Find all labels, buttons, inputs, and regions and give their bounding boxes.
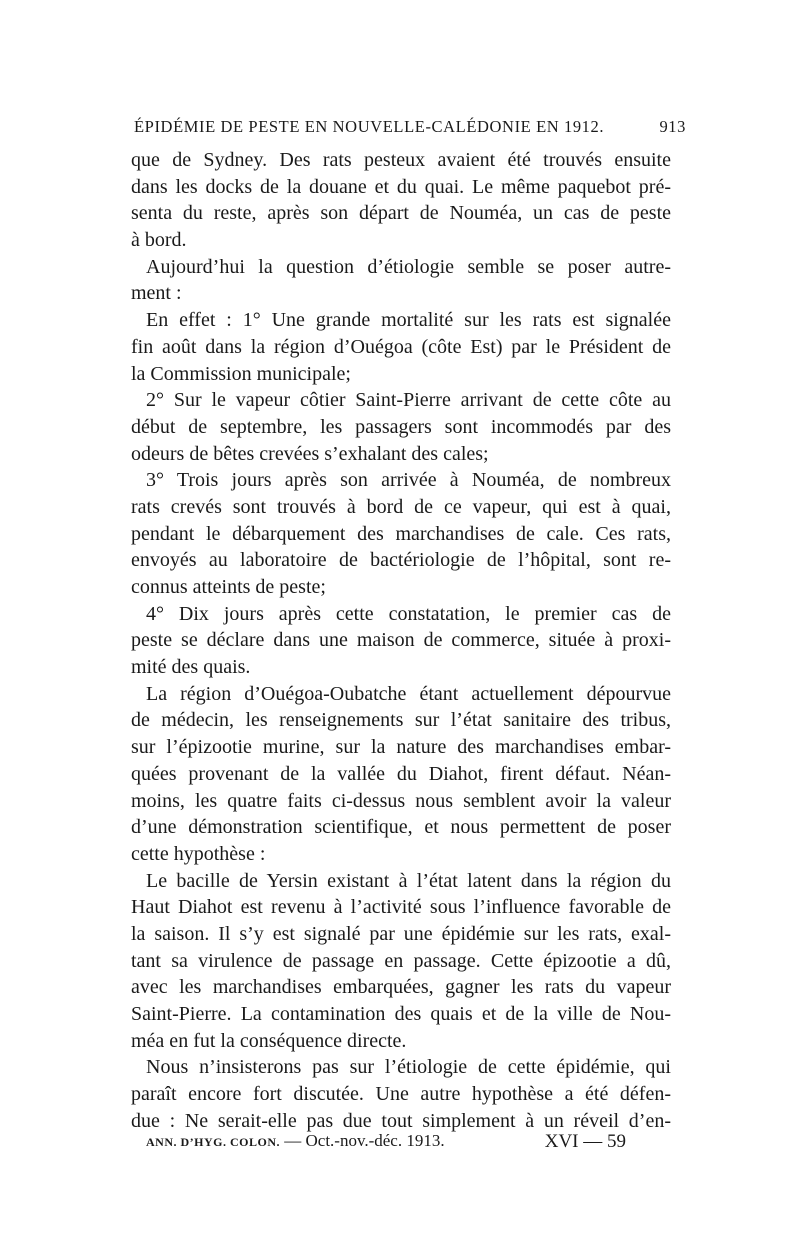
text-line: pendant le débarquement des marchandises de cale. Ces rats, (131, 522, 671, 545)
text-line: peste se déclare dans une maison de commerce, située à proxi- (131, 629, 671, 652)
text-line: la saison. Il s’y est signalé par une épidémie sur les rats, exal- (131, 922, 671, 945)
text-line: En effet : 1° Une grande mortalité sur les rats est signalée (146, 309, 671, 332)
footer-journal: ANN. D’HYG. COLON. (146, 1135, 280, 1149)
text-line: ment : (131, 282, 182, 305)
text-line: méa en fut la conséquence directe. (131, 1029, 407, 1052)
text-line: 2° Sur le vapeur côtier Saint-Pierre arrivant de cette côte au (146, 389, 671, 412)
text-line: connus atteints de peste; (131, 576, 326, 598)
text-line: Haut Diahot est revenu à l’activité sous l’influence favorable de (131, 896, 671, 919)
text-line: envoyés au laboratoire de bactériologie de l’hôpital, sont re- (131, 549, 671, 572)
text-line: rats crevés sont trouvés à bord de ce vapeur, qui est à quai, (131, 495, 671, 518)
text-line: 4° Dix jours après cette constatation, le premier cas de (146, 602, 671, 625)
text-line: mité des quais. (131, 656, 251, 679)
page-number: 913 (659, 117, 686, 136)
text-line: due : Ne serait-elle pas due tout simplement à un réveil d’en- (131, 1109, 671, 1132)
text-line: sur l’épizootie murine, sur la nature des marchandises embar- (131, 736, 671, 759)
text-line: d’une démonstration scientifique, et nous permettent de poser (131, 816, 671, 839)
running-head (134, 117, 686, 143)
running-head-title: ÉPIDÉMIE DE PESTE EN NOUVELLE-CALÉDONIE EN 1912. (134, 117, 605, 136)
text-line: dans les docks de la douane et du quai. Le même paquebot pré- (131, 175, 671, 198)
text-line: avec les marchandises embarquées, gagner les rats du vapeur (131, 976, 671, 999)
text-line: 3° Trois jours après son arrivée à Nouméa, de nombreux (146, 469, 671, 492)
text-line: tant sa virulence de passage en passage. Cette épizootie a dû, (131, 949, 671, 972)
text-line: La région d’Ouégoa-Oubatche étant actuellement dépourvue (146, 682, 671, 705)
text-line: moins, les quatre faits ci-dessus nous semblent avoir la valeur (131, 789, 671, 812)
text-line: la Commission municipale; (131, 362, 351, 385)
text-line: quées provenant de la vallée du Diahot, firent défaut. Néan- (131, 762, 671, 785)
text-line: Saint-Pierre. La contamination des quais et de la ville de Nou- (131, 1003, 671, 1025)
text-line: cette hypothèse : (131, 842, 266, 865)
footer-citation (146, 1131, 445, 1151)
text-line: paraît encore fort discutée. Une autre hypothèse a été défen- (131, 1083, 671, 1106)
text-line: Aujourd’hui la question d’étiologie semble se poser autre- (146, 255, 671, 278)
page-footer (146, 1131, 626, 1157)
text-line: début de septembre, les passagers sont incommodés par des (131, 415, 671, 438)
text-line: Nous n’insisterons pas sur l’étiologie de cette épidémie, qui (146, 1056, 671, 1079)
body-text (131, 147, 671, 1134)
footer-dash: — (284, 1131, 302, 1150)
footer-issue: Oct.-nov.-déc. 1913. (305, 1131, 445, 1150)
text-line: odeurs de bêtes crevées s’exhalant des cales; (131, 442, 489, 465)
text-line: Le bacille de Yersin existant à l’état latent dans la région du (146, 869, 671, 892)
footer-signature: XVI — 59 (544, 1131, 626, 1152)
text-line: de médecin, les renseignements sur l’état sanitaire des tribus, (131, 709, 671, 732)
text-line: senta du reste, après son départ de Nouméa, un cas de peste (131, 202, 671, 225)
text-line: fin août dans la région d’Ouégoa (côte Est) par le Président de (131, 335, 671, 358)
text-line: que de Sydney. Des rats pesteux avaient été trouvés ensuite (131, 149, 671, 171)
text-line: à bord. (131, 229, 187, 252)
